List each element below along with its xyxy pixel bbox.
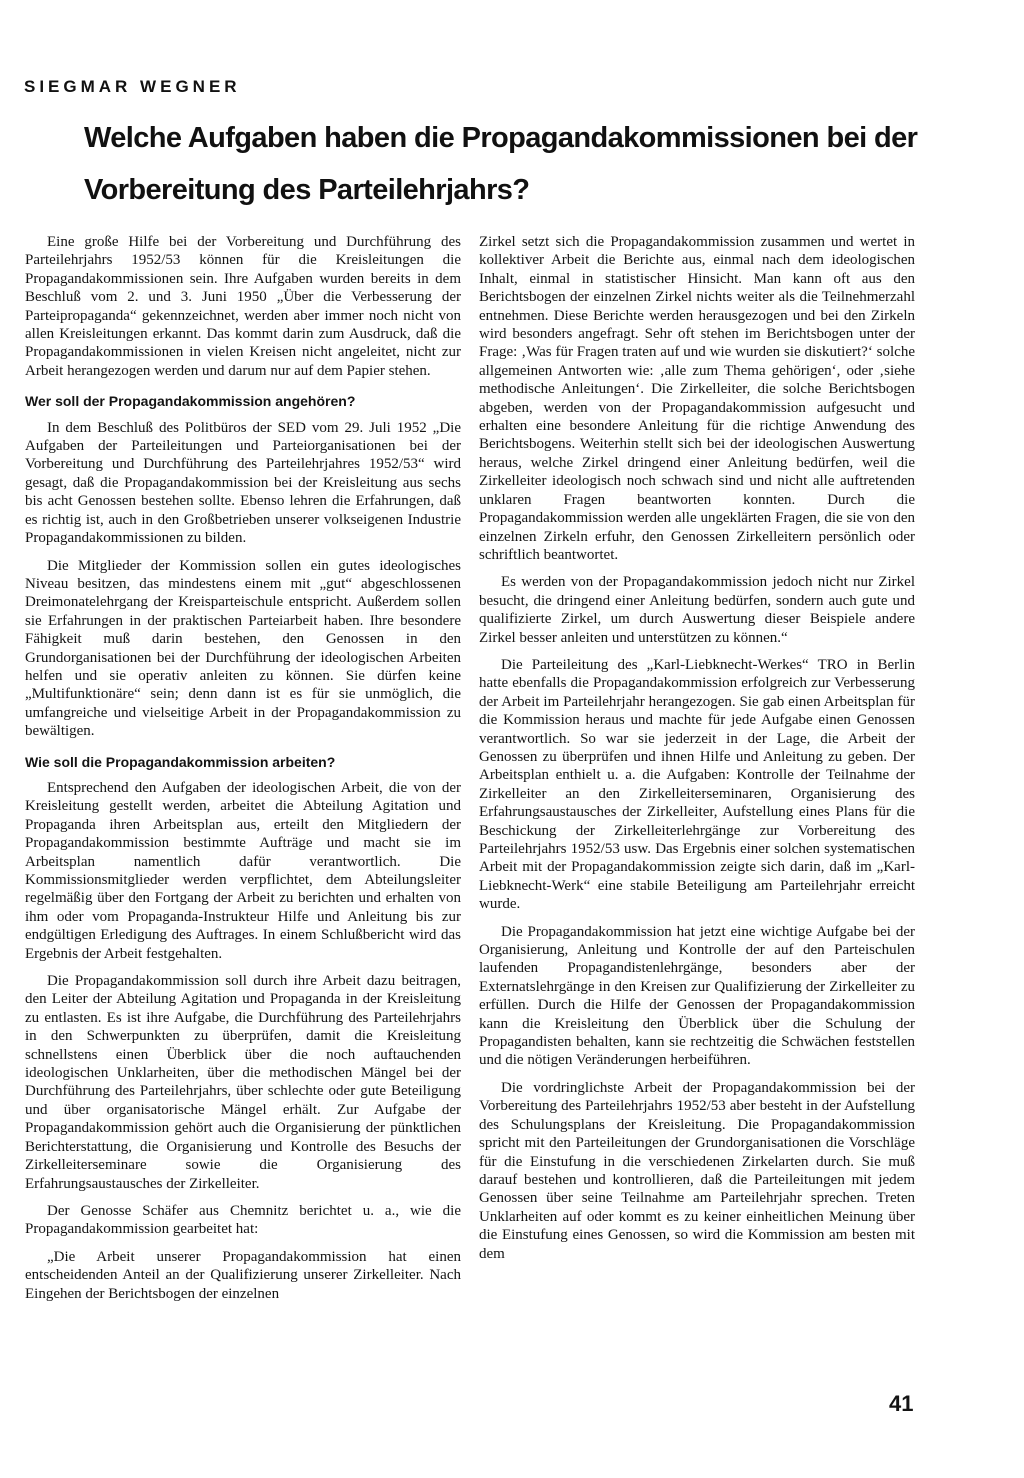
paragraph: Der Genosse Schäfer aus Chemnitz berichtet u. a., wie die Propagandakommission gearbeitet hat: — [25, 1202, 461, 1238]
paragraph: Die Mitglieder der Kommission sollen ein gutes ideologisches Niveau besitzen, das mindestens einem mit „gut“ abgeschlossenen Dreimonatelehrgang der Kreisparteischule entspricht. Außerdem sollen sie Erfahrungen in der praktischen Parteiarbeit haben. Ihre besondere Fähigkeit muß darin bestehen, den Genossen in den Grundorganisationen bei der Durchführung der ideologischen Arbeiten helfen und sie operativ anleiten zu können. Sie dürfen keine „Multifunktionäre“ sein; denn dann ist es für sie unmöglich, die umfangreiche und vielseitige Arbeit in der Propagandakommission zu bewältigen. — [25, 557, 461, 740]
article-title: Welche Aufgaben haben die Propagandakommissionen bei der Vorbereitung des Parteilehrjahrs? — [84, 122, 918, 206]
paragraph: Eine große Hilfe bei der Vorbereitung und Durchführung des Parteilehrjahrs 1952/53 können für die Kreisleitungen die Propagandakommissionen sein. Ihre Aufgaben wurden bereits in dem Beschluß vom 2. und 3. Juni 1950 „Über die Verbesserung der Parteipropaganda“ gekennzeichnet, werden aber immer noch nicht von allen Kreisleitungen erkannt. Das kommt darin zum Ausdruck, daß die Propagandakommissionen in vielen Kreisen nicht angeleitet, nicht zur Arbeit herangezogen werden und darum nur auf dem Papier stehen. — [25, 234, 461, 379]
author-name: SIEGMAR WEGNER — [24, 77, 241, 96]
paragraph: Die Propagandakommission hat jetzt eine wichtige Aufgabe bei der Organisierung, Anleitung und Kontrolle der auf den Parteischulen laufenden Propagandistenlehrgänge, besonders aber der Externatslehrgänge in den Kreisen zur Qualifizierung der Zirkelleiter zu erfüllen. Durch die Hilfe der Genossen der Propagandakommission kann die Kreisleitung den Überblick über die Schulung der Propagandisten behalten, kann sie rechtzeitig die Schwächen feststellen und die nötigen Veränderungen herbeiführen. — [479, 923, 915, 1069]
right-column — [479, 233, 915, 1272]
section-heading: Wie soll die Propagandakommission arbeiten? — [25, 753, 336, 770]
section-heading: Wer soll der Propagandakommission angehören? — [25, 393, 356, 410]
paragraph: Die Parteileitung des „Karl-Liebknecht-Werkes“ TRO in Berlin hatte ebenfalls die Propagandakommission erfolgreich zur Verbesserung der Arbeit im Parteilehrjahr herangezogen. Sie gab einen Arbeitsplan für die Kommission heraus und machte für jede Aufgabe einen Genossen verantwortlich. So war sie jederzeit in der Lage, die Arbeit der Genossen zu überprüfen und ihnen Hilfe und Anleitung zu geben. Der Arbeitsplan enthielt u. a. die Aufgaben: Kontrolle der Teilnahme der Zirkelleiter an den Zirkelleiterseminaren, Organisierung des Erfahrungsaustausches der Zirkelleiter, Aufstellung eines Plans für die Beschickung der Zirkelleiterlehrgänge zur Vorbereitung des Parteilehrjahrs 1952/53 usw. Das Ergebnis einer solchen systematischen Arbeit mit der Propagandakommission zeigte sich darin, daß im „Karl-Liebknecht-Werk“ eine stabile Beteiligung am Parteilehrjahr erreicht wurde. — [479, 656, 915, 913]
paragraph: „Die Arbeit unserer Propagandakommission hat einen entscheidenden Anteil an der Qualifizierung unserer Zirkelleiter. Nach Eingehen der Berichtsbogen der einzelnen — [25, 1248, 461, 1302]
paragraph: Es werden von der Propagandakommission jedoch nicht nur Zirkel besucht, die dringend einer Anleitung bedürfen, sondern auch gute und qualifizierte Zirkel, um durch Auswertung dieser Beispiele andere Zirkel besser anleiten und unterstützen zu können.“ — [479, 574, 915, 646]
paragraph: Die vordringlichste Arbeit der Propagandakommission bei der Vorbereitung des Parteilehrjahrs 1952/53 aber besteht in der Aufstellung des Schulungsplans der Kreisleitung. Die Propagandakommission spricht mit den Parteileitungen der Grundorganisationen die Vorschläge für die Einstufung in die verschiedenen Zirkelarten durch. Sie muß darauf bestehen und kontrollieren, daß die Parteileitungen mit jedem Genossen über seine Teilnahme am Parteilehrjahr sprechen. Treten Unklarheiten auf oder kommt es zu keiner einheitlichen Meinung über die Einstufung eines Genossen, so wird die Kommission am besten mit dem — [479, 1079, 915, 1262]
paragraph: Zirkel setzt sich die Propagandakommission zusammen und wertet in kollektiver Arbeit die Berichte aus, einmal nach dem ideologischen Inhalt, einmal in statistischer Hinsicht. Man kann oft aus den Berichtsbogen der einzelnen Zirkel nichts weiter als die Teilnehmerzahl entnehmen. Diese Berichte werden herausgezogen und bei den Zirkeln wird besonders angefragt. Sehr oft stehen im Berichtsbogen unter der Frage: ‚Was für Fragen traten auf und wie wurden sie diskutiert?‘ solche allgemeinen Antworten wie: ‚alle zum Thema gehörigen‘, oder ‚siehe methodische Anleitungen‘. Die Zirkelleiter, die solche Berichtsbogen abgeben, werden von der Propagandakommission aufgesucht und erhalten eine besondere Anleitung für die richtige Anwendung des Berichtsbogens. Weiterhin stellt sich bei der ideologischen Auswertung heraus, welche Zirkel dringend einer Anleitung bedürfen, weil die Zirkelleiter ideologisch noch schwach sind und nicht alle auftretenden unklaren Fragen beantworten konnten. Durch die Propagandakommission werden alle ungeklärten Fragen, die sie von den einzelnen Zirkeln erfuhr, den Genossen Zirkelleitern persönlich oder schriftlich beantwortet. — [479, 234, 915, 563]
page-number: 41 — [889, 1391, 914, 1416]
paragraph: In dem Beschluß des Politbüros der SED vom 29. Juli 1952 „Die Aufgaben der Parteileitungen und Parteiorganisationen bei der Vorbereitung und Durchführung des Parteilehrjahres 1952/53“ wird gesagt, daß die Propagandakommission bei der Kreisleitung aus sechs bis acht Genossen bestehen sollte. Ebenso lehren die Erfahrungen, daß es richtig ist, auch in den Großbetrieben unserer volkseigenen Industrie Propagandakommissionen zu bilden. — [25, 419, 461, 547]
paragraph: Entsprechend den Aufgaben der ideologischen Arbeit, die von der Kreisleitung gestellt werden, arbeitet die Abteilung Agitation und Propaganda ihren Arbeitsplan aus, erteilt den Mitgliedern der Propagandakommission bestimmte Aufträge und macht sie im Arbeitsplan namentlich dafür verantwortlich. Die Kommissionsmitglieder werden verpflichtet, dem Abteilungsleiter regelmäßig über den Fortgang der Arbeit zu berichten und erhalten von ihm oder vom Propaganda-Instrukteur Hilfe und Anleitung bis zur endgültigen Erledigung des Auftrages. In einem Schlußbericht wird das Ergebnis der Arbeit festgehalten. — [25, 779, 461, 962]
paragraph: Die Propagandakommission soll durch ihre Arbeit dazu beitragen, den Leiter der Abteilung Agitation und Propaganda in der Kreisleitung zu entlasten. Es ist ihre Aufgabe, die Durchführung des Parteilehrjahrs in den Schwerpunkten zu überprüfen, damit die Kreisleitung schnellstens einen Überblick über die noch auftauchenden ideologischen Unklarheiten, über die methodischen Mängel bei der Durchführung des Parteilehrjahrs, über schlechte oder gute Beteiligung und über organisatorische Mängel erhält. Zur Aufgabe der Propagandakommission gehört auch die Organisierung der pünktlichen Berichterstattung, die Organisierung und Kontrolle des Besuchs der Zirkelleiterseminare sowie die Organisierung des Erfahrungsaustausches der Zirkelleiter. — [25, 973, 461, 1192]
left-column — [25, 233, 461, 1312]
